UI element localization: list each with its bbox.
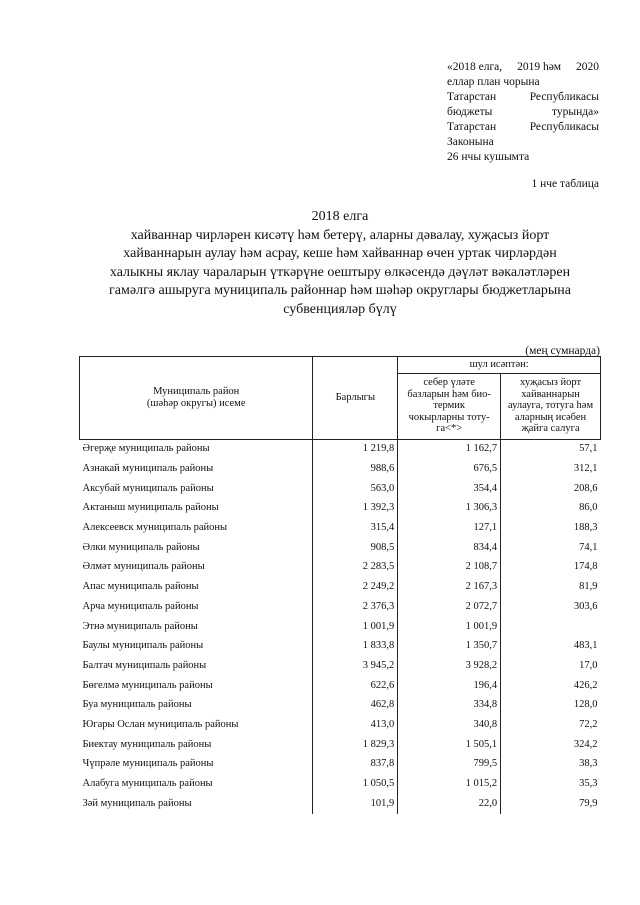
cell-name: Югары Ослан муниципаль районы: [82, 718, 239, 730]
title-line: халыкны яклау чараларын үткәрүне оештыру өлкәсендә дәүләт вәкаләтләрен: [109, 264, 571, 280]
cell-name: Аксубай муниципаль районы: [82, 482, 214, 494]
table-row: [80, 735, 601, 755]
appendix-note: [447, 60, 599, 165]
cell-anthrax: 799,5: [473, 758, 498, 770]
note-word: 26 нчы кушымта: [447, 151, 530, 163]
cell-stray: 303,6: [501, 597, 601, 617]
note-line: [447, 75, 599, 90]
cell-stray: [501, 617, 601, 637]
note-word: Республикасы: [529, 121, 599, 133]
table-row: [80, 715, 601, 735]
table-row: [80, 538, 601, 558]
cell-stray: 128,0: [501, 695, 601, 715]
cell-anthrax: 354,4: [473, 482, 498, 494]
cell-name: Биектау муниципаль районы: [82, 738, 212, 750]
cell-stray: 35,3: [501, 774, 601, 794]
note-line: [447, 90, 599, 105]
cell-stray: 208,6: [501, 479, 601, 499]
table-row: [80, 617, 601, 637]
cell-total: 2 376,3: [313, 597, 398, 617]
cell-stray: 324,2: [501, 735, 601, 755]
header-anthrax: себер үләте базларын һәм био- термик чокырларны тоту- га<*>: [398, 373, 501, 439]
table-row: [80, 558, 601, 578]
table-row: [80, 459, 601, 479]
cell-name: Баулы муниципаль районы: [82, 640, 204, 652]
document-title: [100, 208, 580, 320]
subvention-table: [79, 356, 601, 814]
cell-stray: 79,9: [501, 794, 601, 814]
cell-name: Балтач муниципаль районы: [82, 659, 207, 671]
cell-anthrax: 2 108,7: [465, 561, 498, 573]
cell-total: 1 833,8: [313, 636, 398, 656]
cell-total: 908,5: [313, 538, 398, 558]
note-line: [447, 105, 599, 120]
note-line: [447, 120, 599, 135]
cell-total: 413,0: [313, 715, 398, 735]
cell-name: Буа муниципаль районы: [82, 699, 192, 711]
cell-stray: 72,2: [501, 715, 601, 735]
cell-total: 2 249,2: [313, 577, 398, 597]
cell-stray: 426,2: [501, 676, 601, 696]
title-line: хайваннарын аулау һәм асрау, кеше һәм хайваннар өчен уртак чирләрдән: [123, 246, 557, 262]
cell-total: 1 050,5: [313, 774, 398, 794]
note-word: Татарстан: [447, 91, 497, 103]
cell-name: Чүпрәле муниципаль районы: [82, 758, 214, 770]
table-row: [80, 676, 601, 696]
units-label: (мең сумнарда): [525, 345, 600, 357]
cell-stray: 174,8: [501, 558, 601, 578]
cell-anthrax: 340,8: [473, 718, 498, 730]
header-total: Барлыгы: [313, 357, 398, 440]
cell-name: Этнә муниципаль районы: [82, 620, 198, 632]
cell-name: Алабуга муниципаль районы: [82, 778, 213, 790]
cell-anthrax: 3 928,2: [465, 659, 498, 671]
cell-total: 837,8: [313, 755, 398, 775]
table-row: [80, 774, 601, 794]
header-stray-animals: хуҗасыз йорт хайваннарын аулауга, тотуга һәм аларның исәбен җайга салуга: [501, 373, 601, 439]
table-row: [80, 794, 601, 814]
title-line: субвенцияләр бүлү: [283, 301, 397, 317]
cell-anthrax: 1 350,7: [465, 640, 498, 652]
title-year: 2018 елга: [311, 209, 369, 224]
table-row: [80, 439, 601, 459]
cell-anthrax: 676,5: [473, 463, 498, 475]
table-row: [80, 577, 601, 597]
cell-anthrax: 196,4: [473, 679, 498, 691]
cell-anthrax: 1 505,1: [465, 738, 498, 750]
note-word: еллар план чорына: [447, 76, 540, 88]
table-row: [80, 499, 601, 519]
note-word: бюджеты: [447, 106, 493, 118]
table-row: [80, 597, 601, 617]
cell-stray: 312,1: [501, 459, 601, 479]
cell-name: Азнакай муниципаль районы: [82, 463, 214, 475]
cell-total: 1 001,9: [313, 617, 398, 637]
cell-stray: 483,1: [501, 636, 601, 656]
cell-stray: 57,1: [501, 439, 601, 459]
cell-name: Зәй муниципаль районы: [82, 797, 192, 809]
cell-total: 563,0: [313, 479, 398, 499]
cell-total: 1 219,8: [313, 439, 398, 459]
table-row: [80, 518, 601, 538]
note-word: 2020: [576, 61, 599, 73]
cell-total: 1 392,3: [313, 499, 398, 519]
table-row: [80, 479, 601, 499]
note-line: [447, 150, 599, 165]
note-word: Республикасы: [529, 91, 599, 103]
note-word: турында»: [552, 106, 599, 118]
cell-name: Әгерҗе муниципаль районы: [82, 443, 210, 455]
cell-total: 101,9: [313, 794, 398, 814]
cell-stray: 17,0: [501, 656, 601, 676]
cell-total: 3 945,2: [313, 656, 398, 676]
cell-anthrax: 1 015,2: [465, 778, 498, 790]
cell-anthrax: 1 306,3: [465, 502, 498, 514]
cell-anthrax: 834,4: [473, 541, 498, 553]
cell-stray: 74,1: [501, 538, 601, 558]
table-row: [80, 695, 601, 715]
cell-anthrax: 22,0: [478, 797, 498, 809]
cell-name: Әлмәт муниципаль районы: [82, 561, 205, 573]
header-name: Муниципаль район (шәһәр округы) исеме: [80, 357, 313, 440]
cell-stray: 38,3: [501, 755, 601, 775]
note-word: Татарстан: [447, 121, 497, 133]
cell-total: 462,8: [313, 695, 398, 715]
note-line: [447, 135, 599, 150]
cell-anthrax: 127,1: [473, 522, 498, 534]
note-word: «2018 елга,: [447, 61, 503, 73]
table-row: [80, 755, 601, 775]
title-line: гамәлгә ашыруга муниципаль районнар һәм шәһәр округлары бюджетларына: [109, 283, 571, 299]
cell-anthrax: 334,8: [473, 699, 498, 711]
table-number: 1 нче таблица: [531, 178, 599, 190]
cell-name: Алексеевск муниципаль районы: [82, 522, 228, 534]
cell-name: Әлки муниципаль районы: [82, 541, 200, 553]
title-line: хайваннар чирләрен кисәтү һәм бетерү, аларны дәвалау, хуҗасыз йорт: [130, 227, 550, 243]
cell-anthrax: 1 001,9: [465, 620, 498, 632]
cell-name: Арча муниципаль районы: [82, 600, 199, 612]
cell-name: Апас муниципаль районы: [82, 581, 199, 593]
cell-total: 622,6: [313, 676, 398, 696]
cell-name: Бөгелмә муниципаль районы: [82, 679, 213, 691]
cell-total: 988,6: [313, 459, 398, 479]
cell-stray: 81,9: [501, 577, 601, 597]
cell-name: Актаныш муниципаль районы: [82, 502, 219, 514]
table-row: [80, 656, 601, 676]
cell-anthrax: 2 072,7: [465, 600, 498, 612]
cell-stray: 86,0: [501, 499, 601, 519]
note-line: [447, 60, 599, 75]
cell-anthrax: 2 167,3: [465, 581, 498, 593]
cell-total: 1 829,3: [313, 735, 398, 755]
note-word: 2019 һәм: [517, 61, 562, 73]
cell-anthrax: 1 162,7: [465, 443, 498, 455]
cell-total: 315,4: [313, 518, 398, 538]
cell-stray: 188,3: [501, 518, 601, 538]
table-row: [80, 636, 601, 656]
table-body: [80, 439, 601, 814]
note-word: Законына: [447, 136, 494, 148]
cell-total: 2 283,5: [313, 558, 398, 578]
header-including: шул исәптән:: [398, 357, 601, 374]
